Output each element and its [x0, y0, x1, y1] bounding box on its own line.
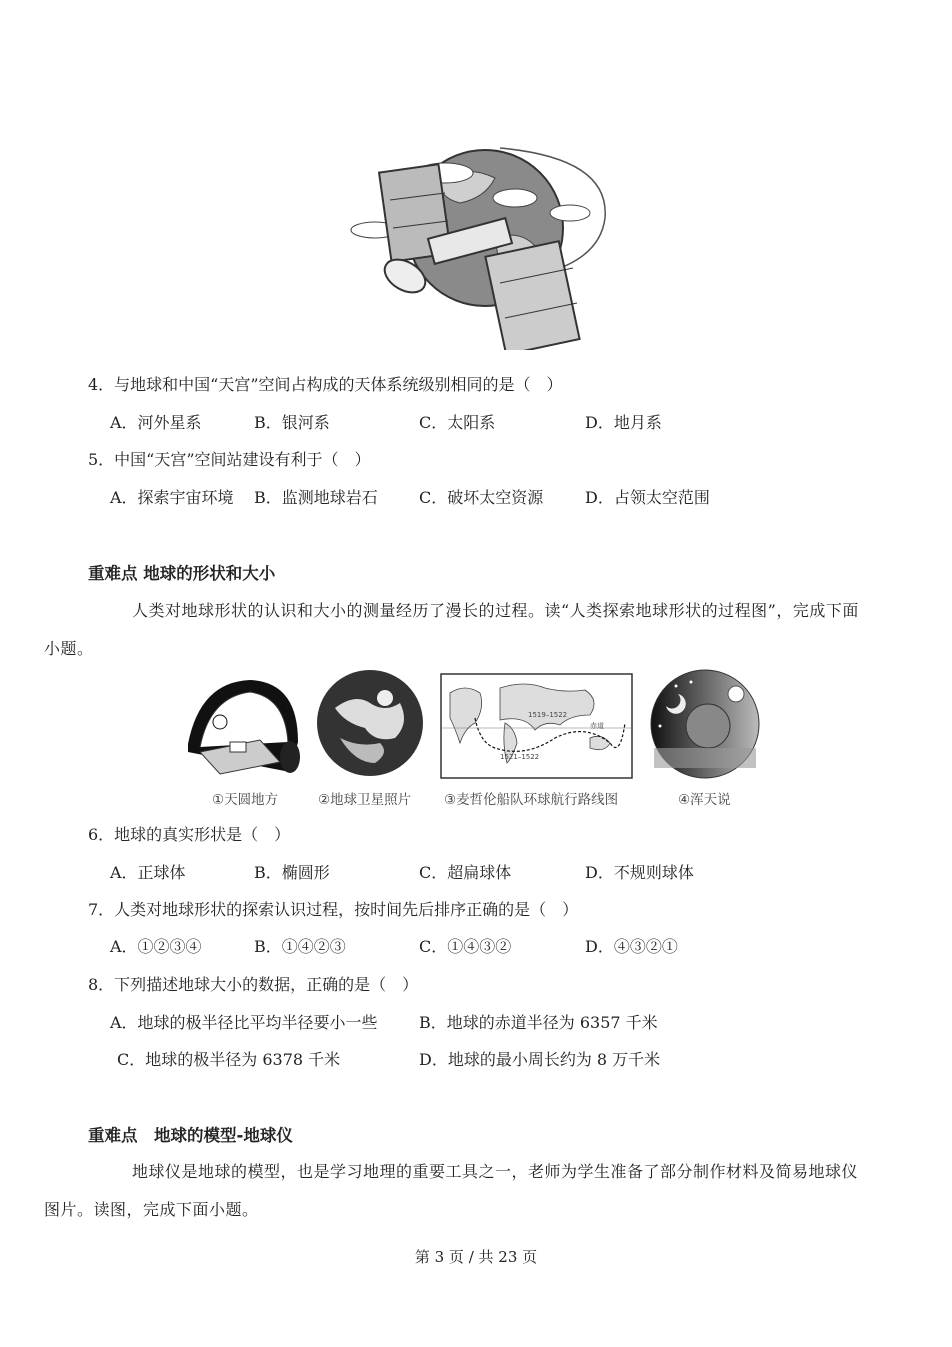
question-4-stem: 4．与地球和中国“天宫”空间占构成的天体系统级别相同的是（ ）	[88, 375, 563, 394]
image-sky-round-earth-square	[180, 672, 302, 780]
q6-option-d[interactable]: D．不规则球体	[585, 863, 694, 882]
section-heading-globe-model: 重难点 地球的模型-地球仪	[88, 1126, 293, 1145]
q4-option-b[interactable]: B．银河系	[254, 413, 330, 432]
caption-image-3: ③麦哲伦船队环球航行路线图	[444, 792, 619, 808]
space-station-figure	[345, 128, 615, 350]
caption-image-2: ②地球卫星照片	[318, 792, 412, 808]
q5-option-b[interactable]: B．监测地球岩石	[254, 488, 378, 507]
section-heading-earth-shape: 重难点 地球的形状和大小	[88, 564, 276, 583]
q5-option-d[interactable]: D．占领太空范围	[585, 488, 710, 507]
caption-image-4: ④浑天说	[678, 792, 731, 808]
q6-option-c[interactable]: C．超扁球体	[419, 863, 512, 882]
intro-line-2: 小题。	[44, 639, 94, 658]
map-label-equator: 赤道	[590, 722, 604, 730]
q6-option-a[interactable]: A．正球体	[110, 863, 186, 882]
image-magellan-route-map	[440, 673, 633, 779]
q6-option-b[interactable]: B．椭圆形	[254, 863, 330, 882]
intro-line-1: 人类对地球形状的认识和大小的测量经历了漫长的过程。读“人类探索地球形状的过程图”，完成下面	[132, 601, 859, 620]
q8-option-d[interactable]: D．地球的最小周长约为 8 万千米	[419, 1050, 661, 1069]
image-huntian-theory	[646, 668, 764, 780]
q8-option-c[interactable]: C．地球的极半径为 6378 千米	[117, 1050, 341, 1069]
question-8-stem: 8．下列描述地球大小的数据，正确的是（ ）	[88, 975, 419, 994]
section-intro-earth-shape	[44, 592, 868, 668]
caption-image-1: ①天圆地方	[212, 792, 279, 808]
intro-line-2: 图片。读图，完成下面小题。	[44, 1200, 259, 1219]
q8-option-b[interactable]: B．地球的赤道半径为 6357 千米	[419, 1013, 658, 1032]
map-label-route-2: 1521–1522	[500, 753, 540, 761]
q7-option-d[interactable]: D．④③②①	[585, 937, 678, 956]
intro-line-1: 地球仪是地球的模型，也是学习地理的重要工具之一，老师为学生准备了部分制作材料及简易地球仪	[132, 1162, 859, 1181]
q5-option-c[interactable]: C．破坏太空资源	[419, 488, 544, 507]
image-satellite-earth-photo	[315, 668, 425, 778]
question-6-stem: 6．地球的真实形状是（ ）	[88, 825, 291, 844]
question-5-stem: 5．中国“天宫”空间站建设有利于（ ）	[88, 450, 371, 469]
section-intro-globe-model	[44, 1153, 868, 1229]
q8-option-a[interactable]: A．地球的极半径比平均半径要小一些	[110, 1013, 378, 1032]
q5-option-a[interactable]: A．探索宇宙环境	[110, 488, 234, 507]
map-label-route-1: 1519–1522	[528, 711, 568, 719]
q4-option-d[interactable]: D．地月系	[585, 413, 662, 432]
q7-option-a[interactable]: A．①②③④	[110, 937, 202, 956]
question-7-stem: 7．人类对地球形状的探索认识过程，按时间先后排序正确的是（ ）	[88, 900, 579, 919]
q4-option-a[interactable]: A．河外星系	[110, 413, 202, 432]
q7-option-b[interactable]: B．①④②③	[254, 937, 346, 956]
q4-option-c[interactable]: C．太阳系	[419, 413, 496, 432]
page-footer: 第 3 页 / 共 23 页	[414, 1248, 538, 1266]
q7-option-c[interactable]: C．①④③②	[419, 937, 512, 956]
